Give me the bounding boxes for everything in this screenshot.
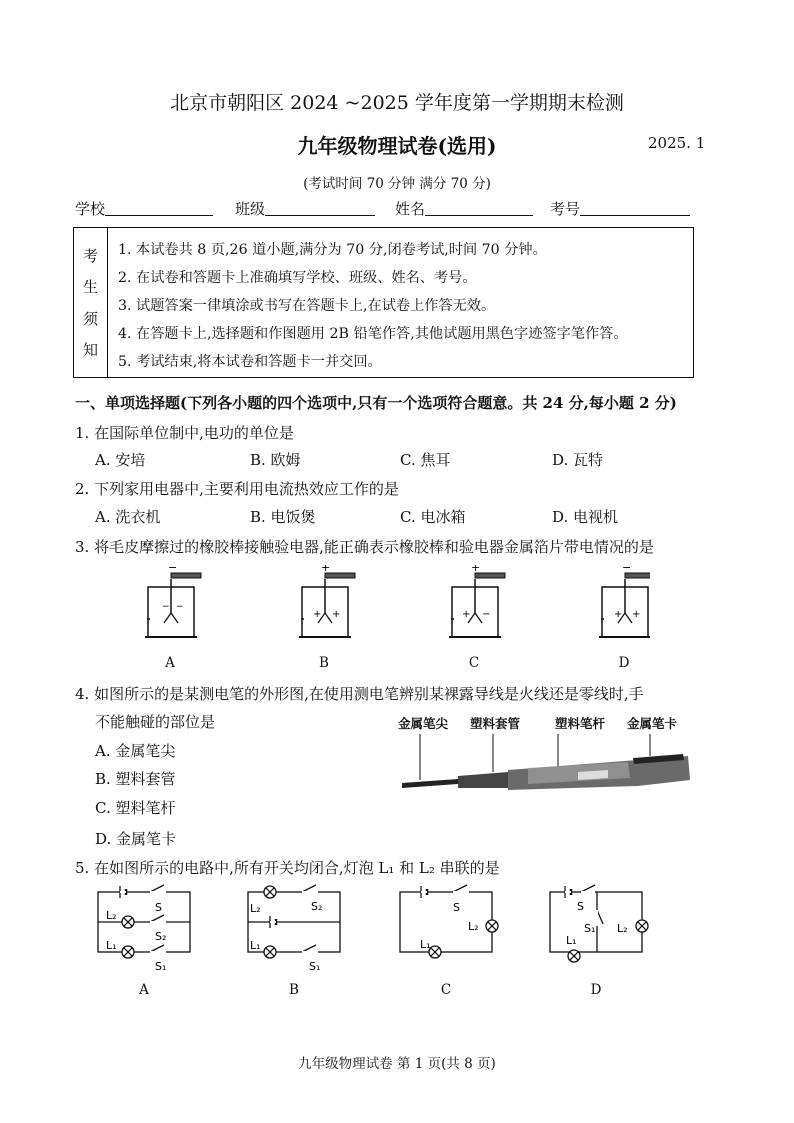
- q1-option-b[interactable]: B. 欧姆: [250, 451, 301, 469]
- pen-label-tip: 金属笔尖: [398, 716, 449, 731]
- q2-option-a[interactable]: A. 洗衣机: [95, 508, 161, 526]
- circuit-b-s1: S₁: [309, 960, 321, 973]
- circuit-d: [550, 885, 642, 952]
- svg-text:+: +: [462, 609, 471, 620]
- q5-label-d[interactable]: D: [590, 982, 602, 998]
- notice-label: 考 生 须 知: [74, 228, 108, 377]
- circuit-c-s: S: [453, 901, 460, 914]
- notice-items: [118, 236, 689, 376]
- class-field[interactable]: 班级: [235, 198, 375, 219]
- school-field[interactable]: 学校: [75, 198, 213, 219]
- student-fields: [75, 198, 715, 222]
- q2-option-b[interactable]: B. 电饭煲: [250, 508, 316, 526]
- circuit-figures: [90, 880, 710, 980]
- electroscope-b: [299, 565, 355, 637]
- svg-text:+: +: [614, 609, 623, 620]
- svg-text:+: +: [471, 565, 481, 574]
- q4-option-c[interactable]: C. 塑料笔杆: [95, 799, 176, 817]
- q1-stem: 1. 在国际单位制中,电功的单位是: [75, 424, 294, 442]
- circuit-c-l1: L₁: [420, 938, 431, 951]
- notice-item: 5. 考试结束,将本试卷和答题卡一并交回。: [118, 354, 382, 370]
- q2-option-c[interactable]: C. 电冰箱: [400, 508, 466, 526]
- q3-label-d[interactable]: D: [618, 655, 630, 671]
- notice-item: 2. 在试卷和答题卡上准确填写学校、班级、姓名、考号。: [118, 270, 477, 286]
- name-field[interactable]: 姓名: [395, 198, 533, 219]
- exam-no-field[interactable]: 考号: [550, 198, 690, 219]
- notice-item: 3. 试题答案一律填涂或书写在答题卡上,在试卷上作答无效。: [118, 298, 496, 314]
- q1-option-d[interactable]: D. 瓦特: [552, 451, 604, 469]
- q4-option-d[interactable]: D. 金属笔卡: [95, 830, 177, 848]
- electroscope-a: [145, 565, 201, 637]
- exam-info: (考试时间 70 分钟 满分 70 分): [303, 176, 491, 192]
- page-footer: 九年级物理试卷 第 1 页(共 8 页): [298, 1056, 496, 1072]
- q4-stem-line1: 4. 如图所示的是某测电笔的外形图,在使用测电笔辨别某裸露导线是火线还是零线时,手: [75, 685, 644, 703]
- svg-text:+: +: [313, 609, 322, 620]
- circuit-b-l2: L₂: [250, 902, 261, 915]
- svg-text:+: +: [332, 609, 341, 620]
- pen-tip-shape: [402, 779, 458, 788]
- circuit-d-l1: L₁: [566, 934, 577, 947]
- pen-sleeve-shape: [458, 772, 508, 788]
- q3-label-b[interactable]: B: [319, 655, 329, 671]
- circuit-d-s1: S₁: [584, 922, 596, 935]
- q2-stem: 2. 下列家用电器中,主要利用电流热效应工作的是: [75, 480, 399, 498]
- q5-label-a[interactable]: A: [139, 982, 149, 998]
- electroscope-d: [599, 565, 650, 637]
- exam-title: 北京市朝阳区 2024 ~2025 学年度第一学期期末检测: [170, 92, 624, 114]
- svg-text:−: −: [168, 565, 178, 574]
- circuit-a-s: S: [155, 901, 162, 914]
- q4-stem-line2: 不能触碰的部位是: [95, 713, 216, 731]
- circuit-c-l2: L₂: [468, 920, 479, 933]
- q3-stem: 3. 将毛皮摩擦过的橡胶棒接触验电器,能正确表示橡胶棒和验电器金属箔片带电情况的是: [75, 538, 654, 556]
- svg-text:+: +: [632, 609, 641, 620]
- section-title: 一、单项选择题(下列各小题的四个选项中,只有一个选项符合题意。共 24 分,每小题 2 分): [75, 394, 677, 412]
- circuit-b-s2: S₂: [311, 900, 323, 913]
- q5-label-c[interactable]: C: [440, 982, 452, 998]
- exam-subtitle: 九年级物理试卷(选用): [297, 134, 497, 158]
- q1-option-a[interactable]: A. 安培: [95, 451, 146, 469]
- svg-text:−: −: [176, 602, 184, 612]
- electroscope-c: [449, 565, 505, 637]
- circuit-a-s2: S₂: [155, 930, 167, 943]
- q4-option-a[interactable]: A. 金属笔尖: [95, 742, 176, 760]
- svg-text:−: −: [482, 609, 491, 620]
- exam-date: 2025. 1: [648, 134, 706, 152]
- notice-item: 1. 本试卷共 8 页,26 道小题,满分为 70 分,闭卷考试,时间 70 分钟。: [118, 242, 547, 258]
- q5-stem: 5. 在如图所示的电路中,所有开关均闭合,灯泡 L₁ 和 L₂ 串联的是: [75, 859, 500, 877]
- circuit-c: [400, 885, 492, 952]
- circuit-b-l1: L₁: [250, 939, 261, 952]
- q3-label-c[interactable]: C: [468, 655, 480, 671]
- circuit-b: [248, 885, 340, 952]
- circuit-d-s: S: [577, 900, 584, 913]
- q5-label-b[interactable]: B: [289, 982, 299, 998]
- test-pen-figure: [398, 732, 698, 812]
- svg-text:+: +: [321, 565, 331, 574]
- notice-item: 4. 在答题卡上,选择题和作图题用 2B 铅笔作答,其他试题用黑色字迹签字笔作答。: [118, 326, 628, 342]
- circuit-d-l2: L₂: [617, 922, 628, 935]
- q4-option-b[interactable]: B. 塑料套管: [95, 770, 176, 788]
- pen-label-sleeve: 塑料套管: [470, 716, 521, 731]
- circuit-a-s1: S₁: [155, 960, 167, 973]
- pen-label-barrel: 塑料笔杆: [555, 716, 606, 731]
- circuit-a-l1: L₁: [106, 939, 117, 952]
- q3-label-a[interactable]: A: [165, 655, 175, 671]
- q2-option-d[interactable]: D. 电视机: [552, 508, 619, 526]
- notice-box: [73, 227, 694, 378]
- q1-option-c[interactable]: C. 焦耳: [400, 451, 451, 469]
- electroscope-figures: [130, 565, 650, 650]
- svg-text:−: −: [162, 602, 170, 612]
- circuit-a-l2: L₂: [106, 909, 117, 922]
- svg-text:−: −: [622, 565, 632, 574]
- pen-label-clip: 金属笔卡: [627, 716, 678, 731]
